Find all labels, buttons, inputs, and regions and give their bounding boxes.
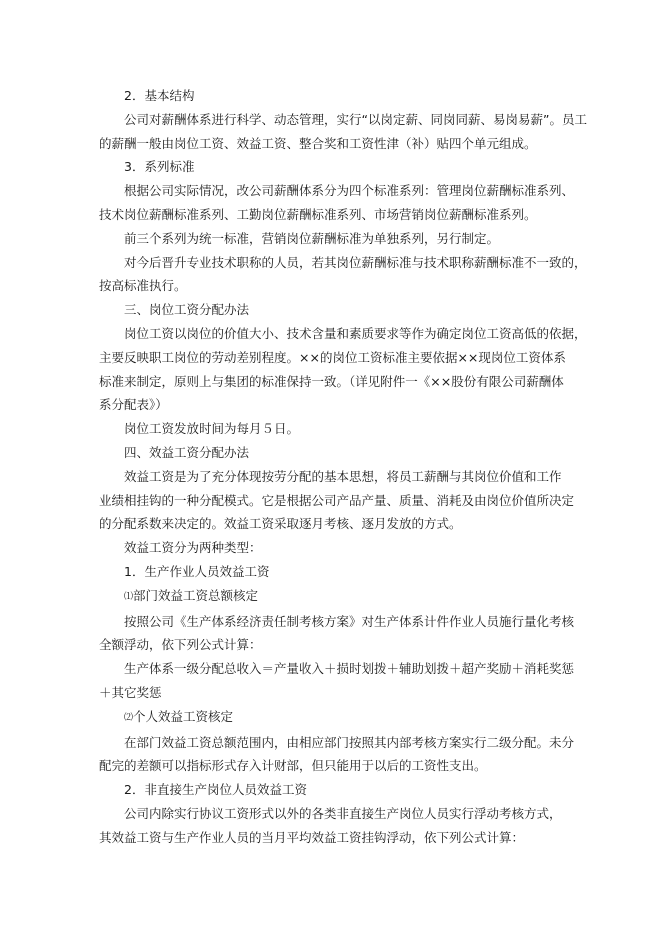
paragraph-line: 生产体系一级分配总收入＝产量收入＋损时划拨＋辅助划拨＋超产奖励＋消耗奖惩 xyxy=(124,661,575,677)
paragraph xyxy=(99,657,575,705)
heading-text: 2．基本结构 xyxy=(124,88,195,103)
paragraph-line: 岗位工资以岗位的价值大小、技术含量和素质要求等作为确定岗位工资高低的依据， xyxy=(124,325,587,341)
document-page xyxy=(99,84,587,850)
section-heading xyxy=(99,155,569,179)
paragraph-line: 按照公司《生产体系经济责任制考核方案》对生产体系计件作业人员施行量化考核 xyxy=(124,613,575,629)
paragraph xyxy=(99,731,575,779)
paragraph-line: 标准来制定，原则上与集团的标准保持一致。（详见附件一《××股份有限公司薪酬体 xyxy=(99,373,564,389)
paragraph-line: 效益工资是为了充分体现按劳分配的基本思想，将员工薪酬与其岗位价值和工作 xyxy=(124,468,562,484)
heading-text: 1．生产作业人员效益工资 xyxy=(124,563,270,579)
paragraph-line: 配完的差额可以指标形式存入计财部，但只能用于以后的工资性支出。 xyxy=(99,758,487,774)
paragraph-line: 的分配系数来决定的。效益工资采取逐月考核、逐月发放的方式。 xyxy=(99,516,462,532)
paragraph xyxy=(99,417,569,441)
paragraph-line: 系分配表》） xyxy=(99,397,168,413)
paragraph-line: 效益工资分为两种类型： xyxy=(124,540,262,556)
heading-text: 四、效益工资分配办法 xyxy=(124,444,250,460)
heading-text: 个人效益工资核定 xyxy=(133,708,234,724)
section-heading xyxy=(99,560,569,584)
paragraph-line: 根据公司实际情况，改公司薪酬体系分为四个标准系列：管理岗位薪酬标准系列、 xyxy=(124,183,575,199)
paragraph-line: 公司内除实行协议工资形式以外的各类非直接生产岗位人员实行浮动考核方式， xyxy=(124,805,562,821)
section-heading xyxy=(99,584,569,610)
paragraph-line: 业绩相挂钩的一种分配模式。它是根据公司产品产量、质量、消耗及由岗位价值所决定 xyxy=(99,492,575,508)
paragraph xyxy=(99,227,569,251)
paragraph-line: 其效益工资与生产作业人员的当月平均效益工资挂钩浮动，依下列公式计算： xyxy=(99,829,525,845)
paragraph xyxy=(99,802,569,850)
list-marker: ⑵ xyxy=(124,712,134,723)
section-heading xyxy=(99,84,569,108)
list-marker: ⑴ xyxy=(124,591,134,602)
heading-text: 部门效益工资总额核定 xyxy=(133,587,259,603)
heading-text: 三、岗位工资分配办法 xyxy=(124,302,250,318)
paragraph-line: 在部门效益工资总额范围内，由相应部门按照其内部考核方案实行二级分配。未分 xyxy=(124,734,575,750)
section-heading xyxy=(99,441,569,465)
section-heading xyxy=(99,778,569,802)
paragraph-line: 的薪酬一般由岗位工资、效益工资、整合奖和工资性津（补）贴四个单元组成。 xyxy=(99,135,537,151)
paragraph-line: 主要反映职工岗位的劳动差别程度。××的岗位工资标准主要依据××现岗位工资体系 xyxy=(99,349,566,365)
paragraph-line: 技术岗位薪酬标准系列、工勤岗位薪酬标准系列、市场营销岗位薪酬标准系列。 xyxy=(99,206,537,222)
paragraph xyxy=(99,536,569,560)
section-heading xyxy=(99,705,569,731)
paragraph-line: 公司对薪酬体系进行科学、动态管理，实行“以岗定薪、同岗同薪、易岗易薪”。员工 xyxy=(124,111,587,127)
paragraph xyxy=(99,251,587,299)
paragraph-line: 前三个系列为统一标准，营销岗位薪酬标准为单独系列，另行制定。 xyxy=(124,230,500,246)
paragraph xyxy=(99,610,575,658)
document-body xyxy=(99,84,587,850)
paragraph-line: 对今后晋升专业技术职称的人员，若其岗位薪酬标准与技术职称薪酬标准不一致的， xyxy=(124,254,587,270)
paragraph xyxy=(99,322,587,417)
heading-text: 2．非直接生产岗位人员效益工资 xyxy=(124,782,307,798)
paragraph xyxy=(99,179,575,227)
paragraph-line: 按高标准执行。 xyxy=(99,278,187,294)
heading-text: 3．系列标准 xyxy=(124,159,195,175)
paragraph-line: 岗位工资发放时间为每月５日。 xyxy=(124,421,300,437)
paragraph-line: 全额浮动，依下列公式计算： xyxy=(99,637,262,653)
paragraph-line: ＋其它奖惩 xyxy=(99,684,162,700)
section-heading xyxy=(99,298,569,322)
paragraph xyxy=(99,465,575,536)
paragraph xyxy=(99,108,587,156)
